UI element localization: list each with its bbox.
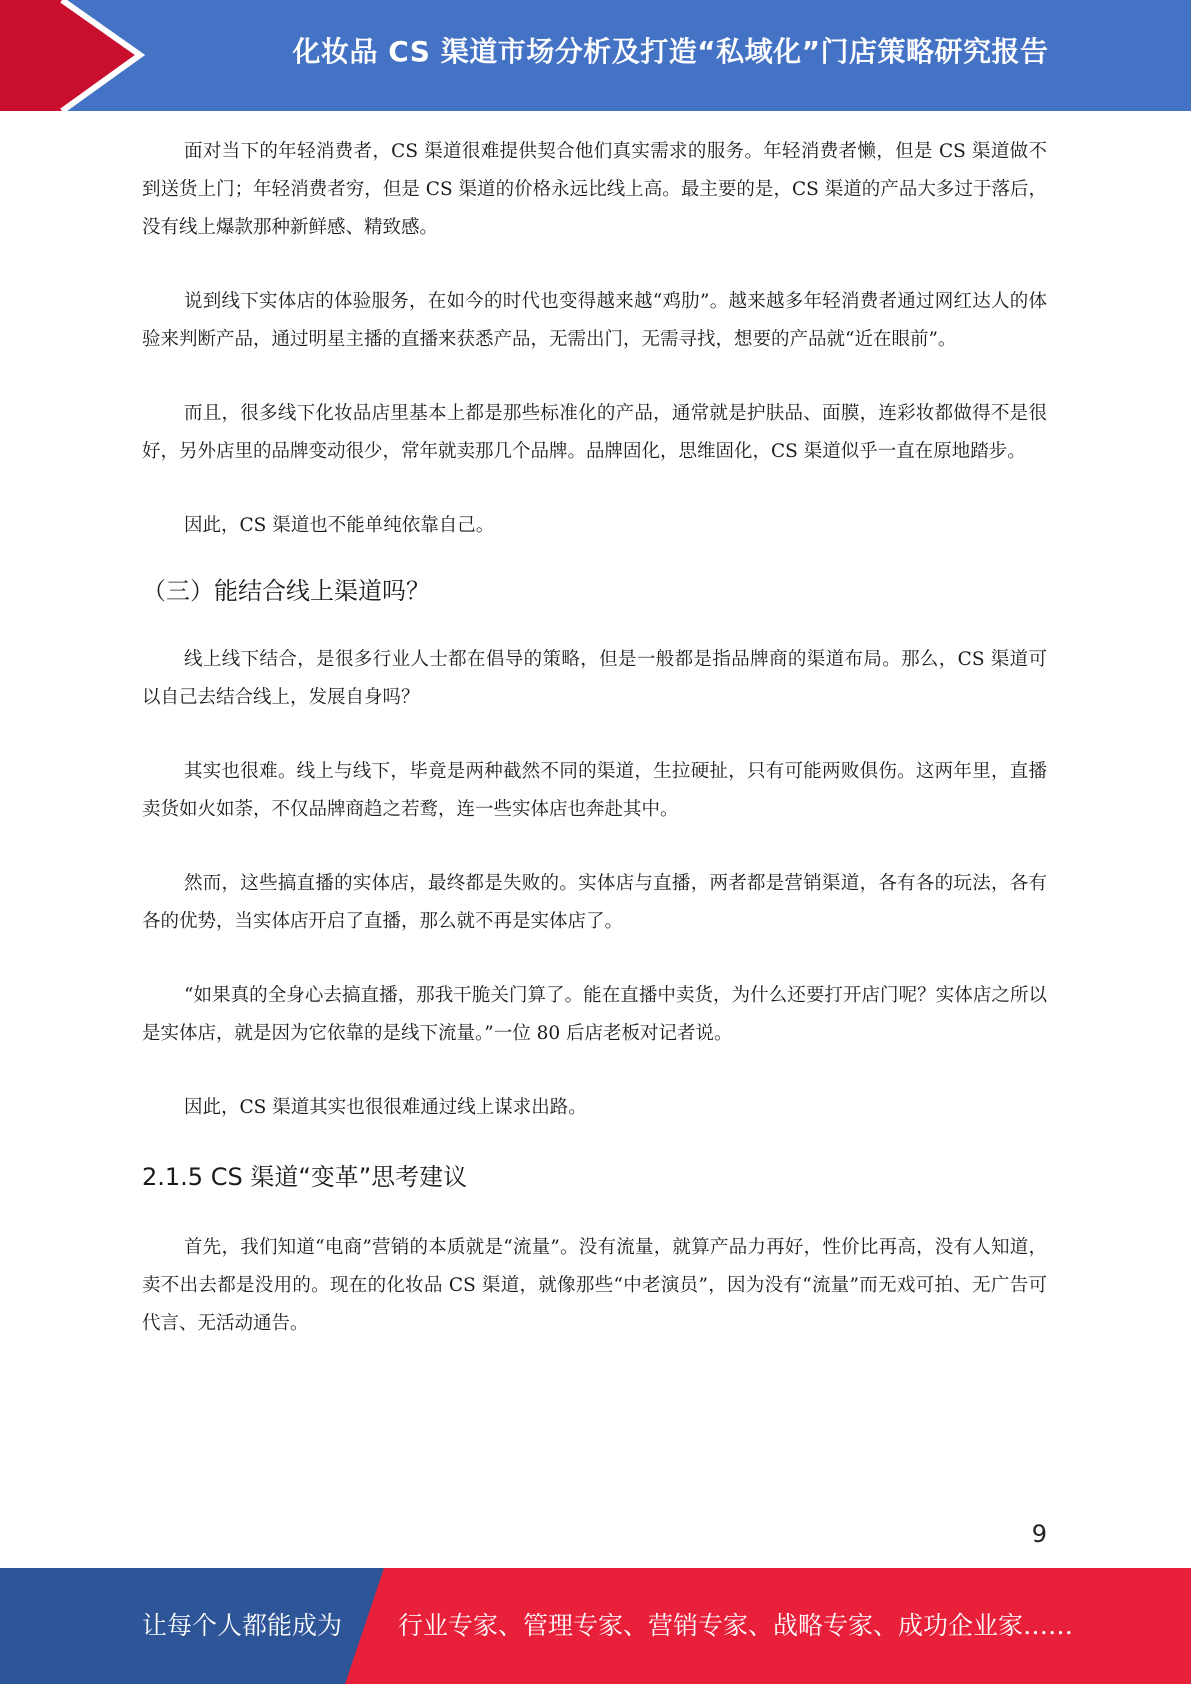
main-content bbox=[142, 133, 1047, 1343]
paragraph: 线上线下结合，是很多行业人士都在倡导的策略，但是一般都是指品牌商的渠道布局。那么，CS 渠道可以自己去结合线上，发展自身吗？ bbox=[142, 649, 1047, 708]
section-heading: （三）能结合线上渠道吗？ bbox=[142, 577, 430, 605]
paragraph: “如果真的全身心去搞直播，那我干脆关门算了。能在直播中卖货，为什么还要打开店门呢？实体店之所以是实体店，就是因为它依靠的是线下流量。”一位 80 后店老板对记者说。 bbox=[142, 985, 1047, 1044]
paragraph: 因此，CS 渠道其实也很很难通过线上谋求出路。 bbox=[184, 1097, 587, 1118]
paragraph: 其实也很难。线上与线下，毕竟是两种截然不同的渠道，生拉硬扯，只有可能两败俱伤。这两年里，直播卖货如火如荼，不仅品牌商趋之若鹜，连一些实体店也奔赴其中。 bbox=[142, 761, 1047, 820]
footer-slogan-right: 行业专家、管理专家、营销专家、战略专家、成功企业家…… bbox=[398, 1611, 1074, 1640]
footer-slogan-left: 让每个人都能成为 bbox=[142, 1611, 343, 1640]
paragraph: 面对当下的年轻消费者，CS 渠道很难提供契合他们真实需求的服务。年轻消费者懒，但是 CS 渠道做不到送货上门；年轻消费者穷，但是 CS 渠道的价格永远比线上高。最主要的是，CS 渠道的产品大多过于落后，没有线上爆款那种新鲜感、精致感。 bbox=[142, 141, 1047, 238]
page-header bbox=[0, 0, 1191, 111]
report-title: 化妆品 CS 渠道市场分析及打造“私域化”门店策略研究报告 bbox=[292, 35, 1049, 68]
paragraph: 首先，我们知道“电商”营销的本质就是“流量”。没有流量，就算产品力再好，性价比再高，没有人知道，卖不出去都是没用的。现在的化妆品 CS 渠道，就像那些“中老演员”，因为没有“流量”而无戏可拍、无广告可代言、无活动通告。 bbox=[142, 1237, 1047, 1334]
paragraph: 而且，很多线下化妆品店里基本上都是那些标准化的产品，通常就是护肤品、面膜，连彩妆都做得不是很好，另外店里的品牌变动很少，常年就卖那几个品牌。品牌固化，思维固化，CS 渠道似乎一直在原地踏步。 bbox=[142, 403, 1047, 462]
paragraph: 说到线下实体店的体验服务，在如今的时代也变得越来越“鸡肋”。越来越多年轻消费者通过网红达人的体验来判断产品，通过明星主播的直播来获悉产品，无需出门，无需寻找，想要的产品就“近在眼前”。 bbox=[142, 291, 1047, 350]
paragraph: 因此，CS 渠道也不能单纯依靠自己。 bbox=[184, 515, 495, 536]
section-heading: 2.1.5 CS 渠道“变革”思考建议 bbox=[142, 1163, 468, 1191]
page-number: 9 bbox=[1031, 1520, 1047, 1548]
page-footer bbox=[0, 1568, 1191, 1684]
paragraph: 然而，这些搞直播的实体店，最终都是失败的。实体店与直播，两者都是营销渠道，各有各的玩法，各有各的优势，当实体店开启了直播，那么就不再是实体店了。 bbox=[142, 873, 1047, 932]
